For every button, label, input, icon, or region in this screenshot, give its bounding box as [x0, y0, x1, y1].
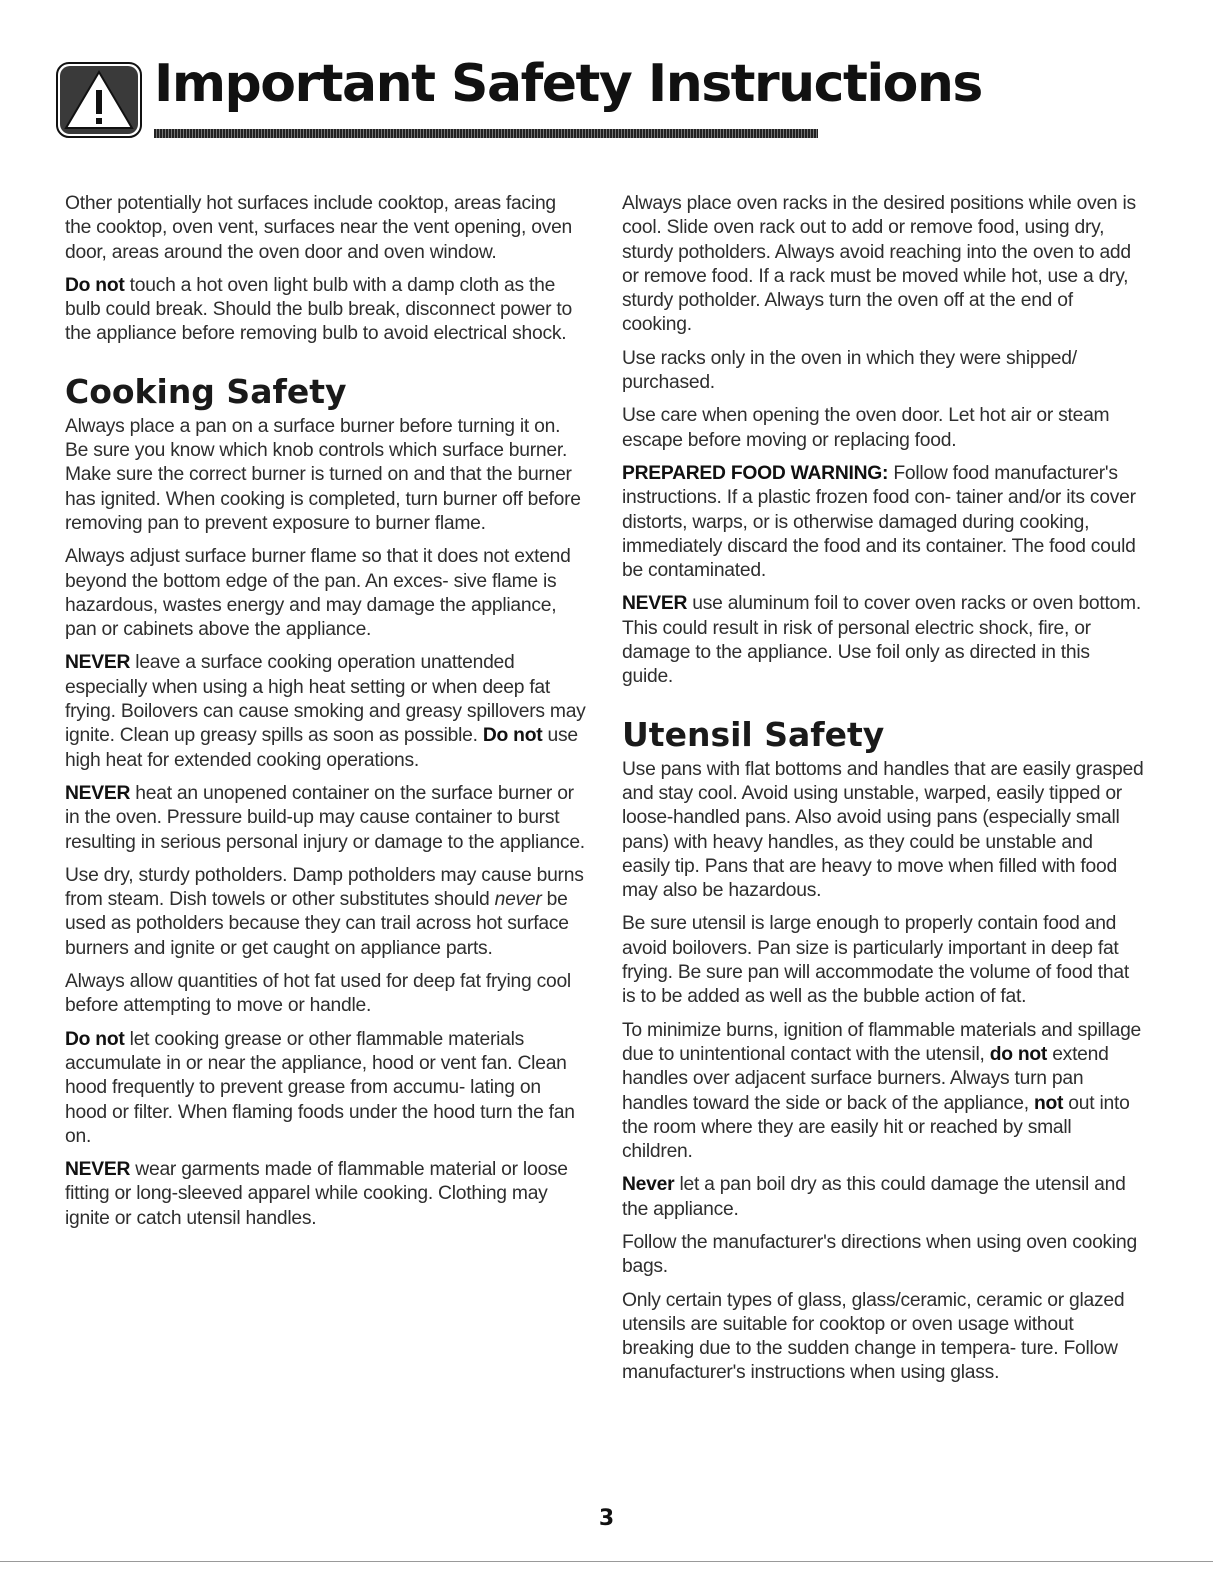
right-column — [622, 192, 1144, 1395]
paragraph: NEVER leave a surface cooking operation unattended especially when using a high heat setting or when deep fat frying. Boilovers can cause smoking and greasy spillovers may ignite. Clean up greasy spills as soon as possible. Do not use high heat for extended cooking operations. — [65, 652, 586, 771]
paragraph: Follow the manufacturer's directions when using oven cooking bags. — [622, 1231, 1137, 1278]
paragraph: Use racks only in the oven in which they were shipped/ purchased. — [622, 347, 1077, 394]
paragraph: PREPARED FOOD WARNING: Follow food manufacturer's instructions. If a plastic frozen food con- tainer and/or its cover distorts, warps, or is otherwise damaged during cooking, immediately discard the food and its container. The food could be contaminated. — [622, 462, 1136, 582]
title-underline — [154, 129, 818, 138]
paragraph: Always adjust surface burner flame so that it does not extend beyond the bottom edge of the pan. An exces- sive flame is hazardous, wastes energy and may damage the appliance, pan or cabinets above the appliance. — [65, 546, 571, 641]
paragraph: Always allow quantities of hot fat used for deep fat frying cool before attempting to move or handle. — [65, 971, 571, 1017]
paragraph: Always place oven racks in the desired positions while oven is cool. Slide oven rack out to add or remove food, using dry, sturdy potholders. Always avoid reaching into the oven to add or remove food. If a rack must be moved while hot, use a dry, sturdy potholder. Always turn the oven off at the end of cooking. — [622, 193, 1136, 336]
paragraph: Use pans with flat bottoms and handles that are easily grasped and stay cool. Avoid using unstable, warped, easily tipped or loose-handled pans. Also avoid using pans (especially small pans) with heavy handles, as they could be unstable and easily tip. Pans that are heavy to move when filled with food may also be hazardous. — [622, 758, 1144, 902]
section-heading-cooking-safety: Cooking Safety — [65, 371, 347, 411]
left-column — [65, 192, 587, 1240]
page-number: 3 — [598, 1506, 615, 1531]
paragraph: Never let a pan boil dry as this could damage the utensil and the appliance. — [622, 1174, 1126, 1220]
paragraph: NEVER heat an unopened container on the surface burner or in the oven. Pressure build-up may cause container to burst resulting in serious personal injury or damage to the appliance. — [65, 782, 585, 853]
warning-icon — [56, 62, 142, 138]
paragraph: NEVER use aluminum foil to cover oven racks or oven bottom. This could result in risk of personal electric shock, fire, or damage to the appliance. Use foil only as directed in this guide. — [622, 593, 1141, 688]
paragraph: NEVER wear garments made of flammable material or loose fitting or long-sleeved apparel while cooking. Clothing may ignite or catch utensil handles. — [65, 1159, 568, 1229]
paragraph: Always place a pan on a surface burner before turning it on. Be sure you know which knob controls which surface burner. Make sure the correct burner is turned on and that the burner has ignited. When cooking is completed, turn burner off before removing pan to prevent exposure to burner flame. — [65, 415, 581, 534]
paragraph: Other potentially hot surfaces include cooktop, areas facing the cooktop, oven vent, surfaces near the vent opening, oven door, areas around the oven door and oven window. — [65, 193, 573, 263]
paragraph: Use care when opening the oven door. Let hot air or steam escape before moving or replacing food. — [622, 405, 1110, 451]
paragraph: Use dry, sturdy potholders. Damp potholders may cause burns from steam. Dish towels or other substitutes should never be used as potholders because they can trail across hot surface burners and ignite or get caught on appliance parts. — [65, 864, 584, 959]
bottom-divider — [0, 1561, 1213, 1562]
paragraph: Do not let cooking grease or other flammable materials accumulate in or near the appliance, hood or vent fan. Clean hood frequently to prevent grease from accumu- lating on hood or filter. When flaming foods under the hood turn the fan on. — [65, 1028, 575, 1147]
paragraph: Be sure utensil is large enough to properly contain food and avoid boilovers. Pan size is particularly important in deep fat frying. Be sure pan will accommodate the volume of food that is to be added as well as the bubble action of fat. — [622, 913, 1129, 1008]
section-heading-utensil-safety: Utensil Safety — [622, 714, 885, 754]
paragraph: To minimize burns, ignition of flammable materials and spillage due to unintentional contact with the utensil, do not extend handles over adjacent surface burners. Always turn pan handles toward the side or back of the appliance, not out into the room where they are easily hit or reached by small children. — [622, 1019, 1142, 1163]
paragraph: Only certain types of glass, glass/ceramic, ceramic or glazed utensils are suitable for cooktop or oven usage without breaking due to the sudden change in tempera- ture. Follow manufacturer's instructions when using glass. — [622, 1289, 1125, 1384]
page-title: Important Safety Instructions — [154, 54, 982, 114]
page-header — [56, 52, 982, 152]
paragraph: Do not touch a hot oven light bulb with a damp cloth as the bulb could break. Should the bulb break, disconnect power to the appliance before removing bulb to avoid electrical shock. — [65, 274, 573, 345]
